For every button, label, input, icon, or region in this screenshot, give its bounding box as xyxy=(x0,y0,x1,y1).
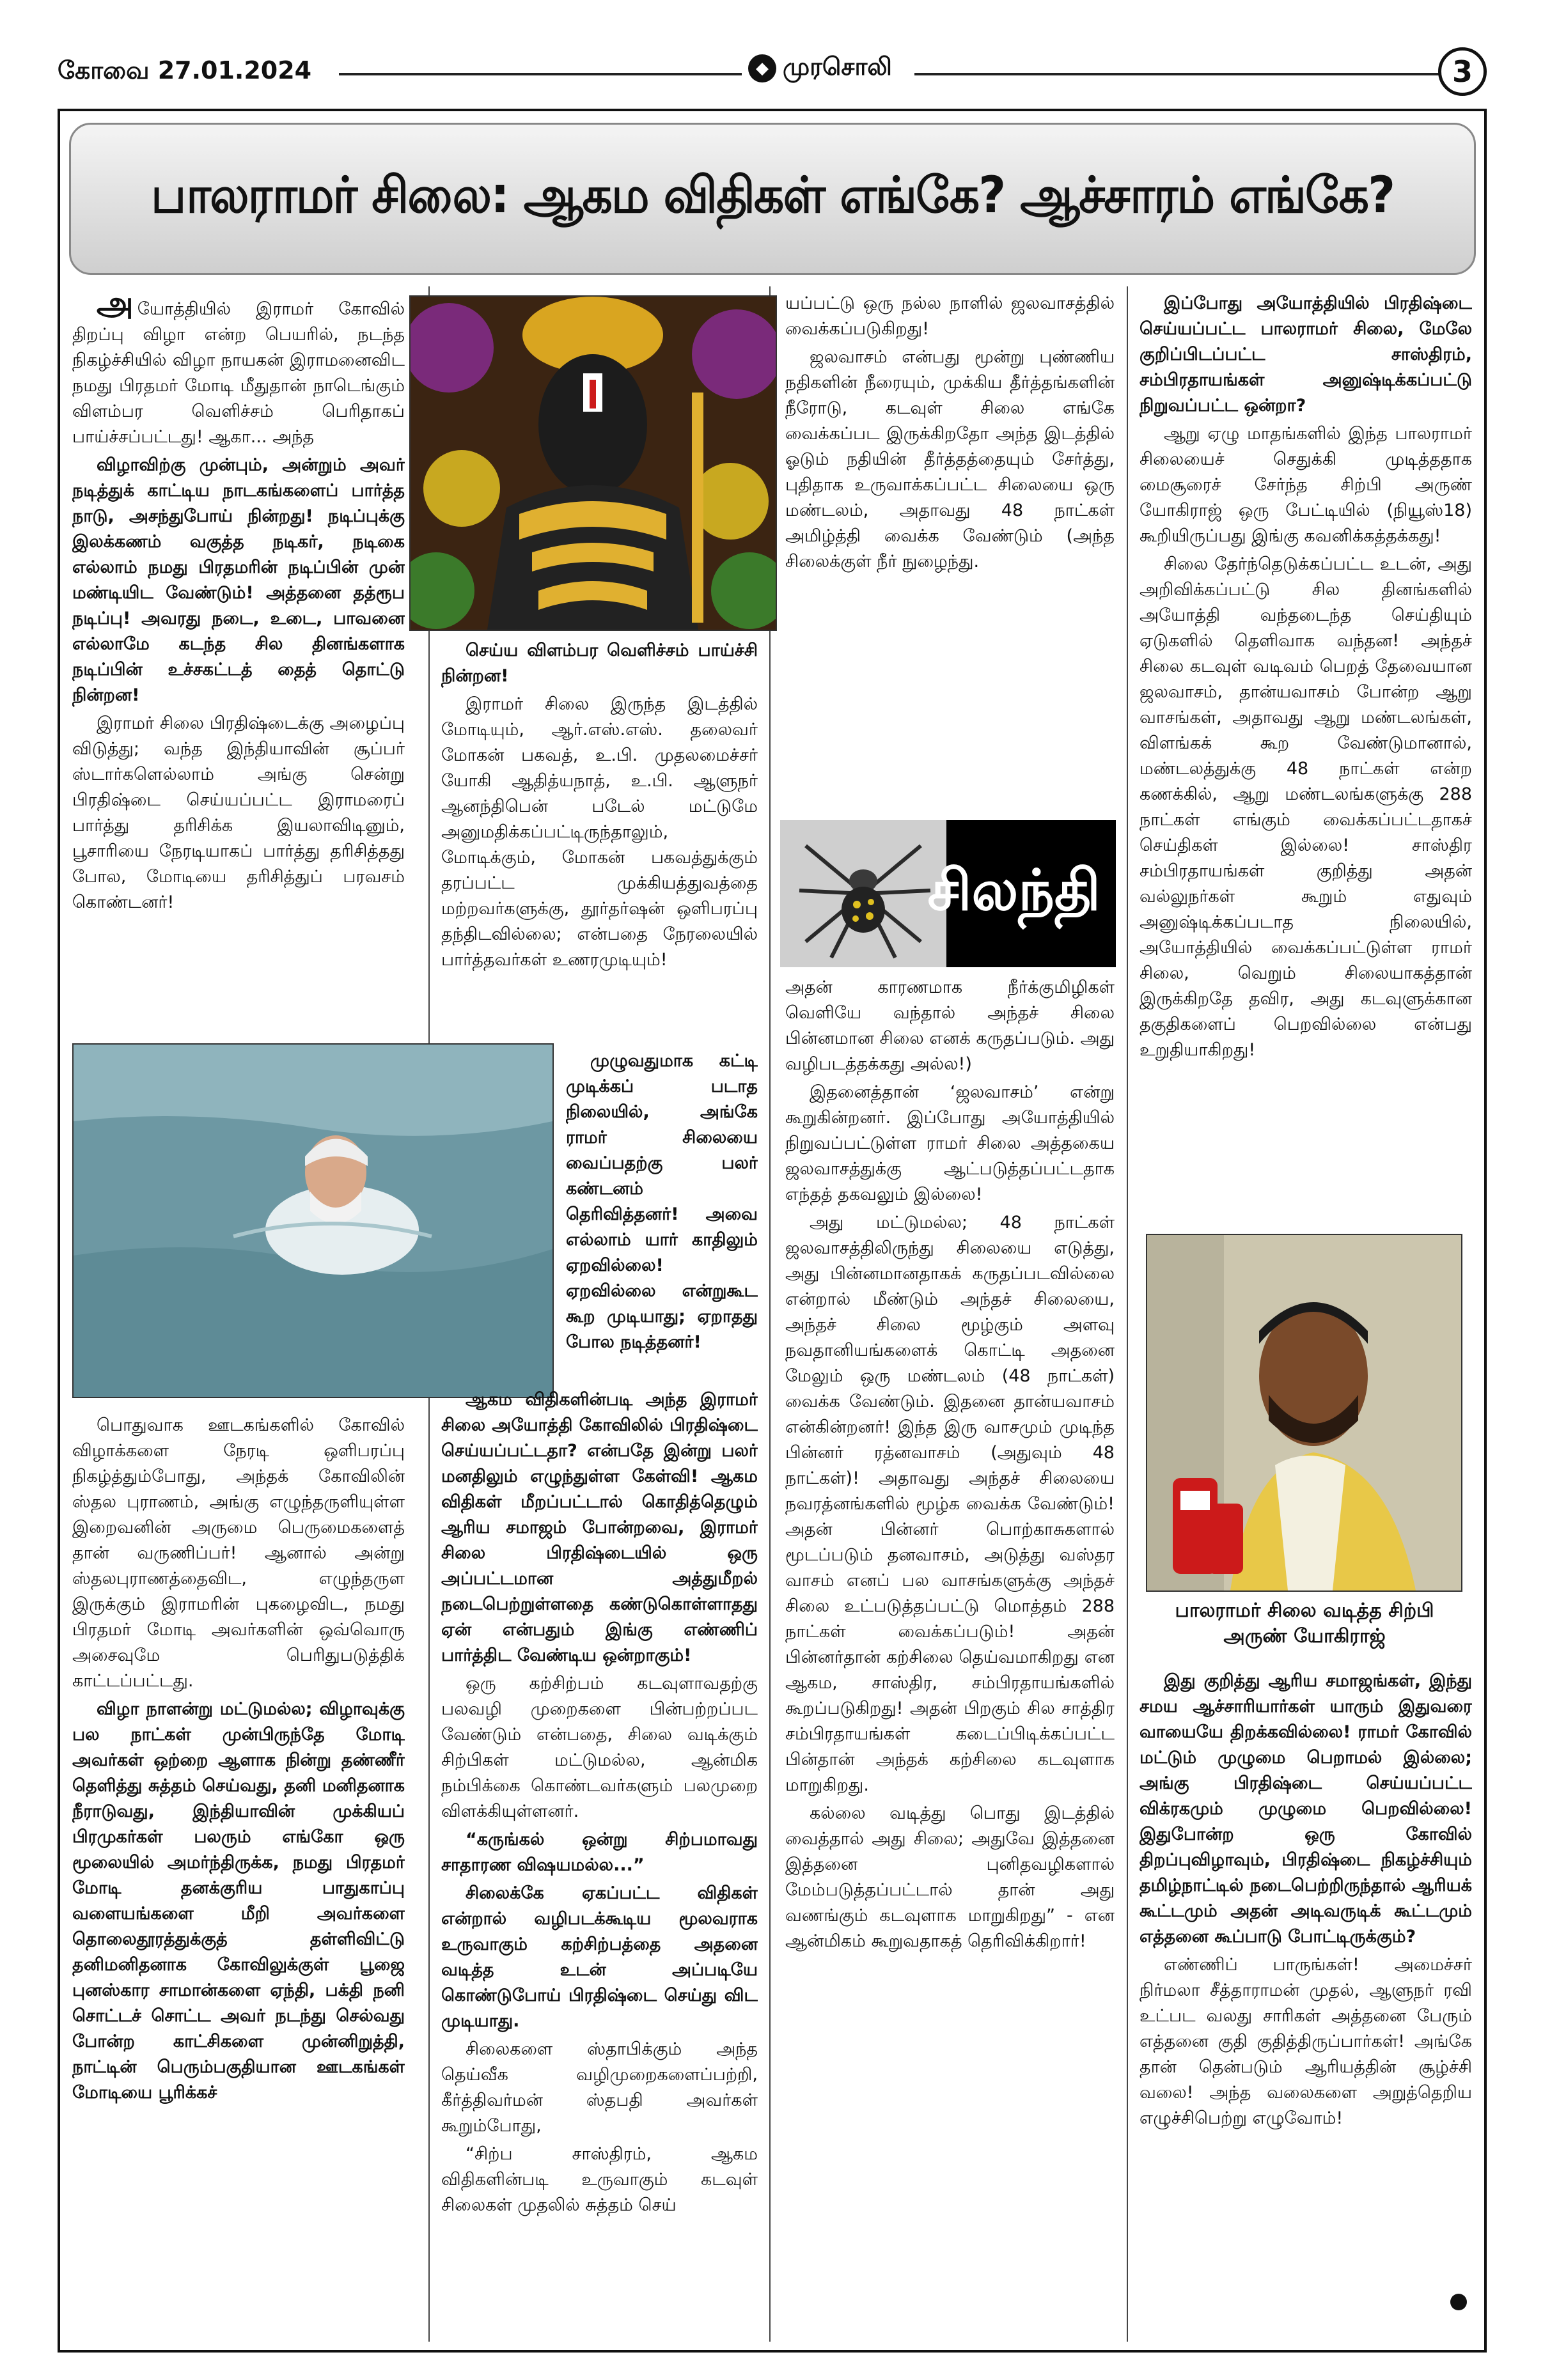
column-3-top xyxy=(785,291,1115,815)
article-paragraph: “கருங்கல் ஒன்று சிற்பமாவது சாதாரண விஷயமல்ல...” xyxy=(441,1830,758,1875)
sculptor-caption-line2: அருண் யோகிராஜ் xyxy=(1223,1625,1386,1647)
article-paragraph: விழாவிற்கு முன்பும், அன்றும் அவர் நடித்துக் காட்டிய நாடகங்களைப் பார்த்த நாடு, அசந்துபோய் நின்றது! நடிப்புக்கு இலக்கணம் வகுத்த நடிகர், நடிகை எல்லாம் நமது பிரதமரின் நடிப்பின் முன் மண்டியிட வேண்டும்! அத்தனை தத்ரூப நடிப்பு! அவரது நடை, உடை, பாவனை எல்லாமே கடந்த சில தினங்களாக நடிப்பின் உச்சகட்டத் தைத் தொட்டு நின்றன! xyxy=(72,455,405,705)
header-rule-right xyxy=(914,73,1477,75)
sculptor-caption-line1: பாலராமர் சிலை வடித்த சிற்பி xyxy=(1175,1599,1434,1622)
headline-text: பாலராமர் சிலை: ஆகம விதிகள் எங்கே? ஆச்சாரம் எங்கே? xyxy=(150,167,1395,224)
article-paragraph: ஜலவாசம் என்பது மூன்று புண்ணிய நதிகளின் நீரையும், முக்கிய தீர்த்தங்களின் நீரோடு, கடவுள் சிலை எங்கே வைக்கப்பட இருக்கிறதோ அந்த இடத்தில் ஓடும் நதியின் தீர்த்தத்தையும் சேர்த்து, புதிதாக உருவாக்கப்பட்ட சிலையை ஒரு மண்டலம், அதாவது 48 நாட்கள் அமிழ்த்தி வைக்க வேண்டும் (அந்த சிலைக்குள் நீர் நுழைந்து. xyxy=(785,347,1115,572)
article-paragraph: அது மட்டுமல்ல; 48 நாட்கள் ஜலவாசத்திலிருந்து சிலையை எடுத்து, அது பின்னமானதாகக் கருதப்படவில்லை என்றால் மீண்டும் அந்தச் சிலையை, அந்தச் சிலை மூழ்கும் அளவு நவதானியங்களைக் கொட்டி அதனை மேலும் ஒரு மண்டலம் (48 நாட்கள்) வைக்க வேண்டும். இதனை தான்யவாசம் என்கின்றனர்! இந்த இரு வாசமும் முடிந்த பின்னர் ரத்னவாசம் (அதுவும் 48 நாட்கள்)! அதாவது அந்தச் சிலையை நவரத்னங்களில் மூழ்க வைக்க வேண்டும்! அதன் பின்னர் பொற்காசுகளால் மூடப்படும் தனவாசம், அடுத்து வஸ்தர வாசம் எனப் பல வாசங்களுக்கு அந்தச் சிலை உட்படுத்தப்பட்டு மொத்தம் 288 நாட்கள் வைக்கப்படும்! அதன் பின்னர்தான் கற்சிலை தெய்வமாகிறது என ஆகம, சாஸ்திர, சம்பிரதாயங்களில் கூறப்படுகிறது! அதன் பிறகும் சில சாத்திர சம்பிரதாயங்கள் கடைப்பிடிக்கப்பட்ட பின்தான் அந்தக் கற்சிலை கடவுளாக மாறுகிறது. xyxy=(785,1213,1115,1795)
article-paragraph: பொதுவாக ஊடகங்களில் கோவில் விழாக்களை நேரடி ஒளிபரப்பு நிகழ்த்தும்போது, அந்தக் கோவிலின் ஸ்தல புராணம், அங்கு எழுந்தருளியுள்ள இறைவனின் அருமை பெருமைகளைத் தான் வருணிப்பர்! ஆனால் அன்று ஸ்தலபுராணத்தைவிட, எழுந்தருள இருக்கும் இராமரின் புகழைவிட, நமது பிரதமர் மோடி அவர்களின் ஒவ்வொரு அசைவுமே பெரிதுபடுத்திக் காட்டப்பட்டது. xyxy=(72,1415,405,1691)
article-paragraph: யப்பட்டு ஒரு நல்ல நாளில் ஜலவாசத்தில் வைக்கப்படுகிறது! xyxy=(785,293,1115,339)
sculptor-illustration xyxy=(1147,1235,1461,1591)
article-paragraph: சிலை தேர்ந்தெடுக்கப்பட்ட உடன், அது அறிவிக்கப்பட்டு சில தினங்களில் அயோத்தி வந்தடைந்த செய்தியும் ஏடுகளில் தெளிவாக வந்தன! அந்தச் சிலை கடவுள் வடிவம் பெறத் தேவையான ஜலவாசம், தான்யவாசம் போன்ற ஆறு வாசங்கள், அதாவது ஆறு மண்டலங்கள், விளங்கக் கூற வேண்டுமானால், மண்டலத்துக்கு 48 நாட்கள் என்ற கணக்கில், ஆறு மண்டலங்களுக்கு 288 நாட்கள் எங்கும் வைக்கப்பட்டதாகச் செய்திகள் இல்லை! சாஸ்திர சம்பிரதாயங்கள் குறித்து அதன் வல்லுநர்கள் கூறும் எதுவும் அனுஷ்டிக்கப்படாத நிலையில், அயோத்தியில் வைக்கப்பட்டுள்ள ராமர் சிலை, வெறும் சிலையாகத்தான் இருக்கிறதே தவிர, அது கடவுளுக்கான தகுதிகளைப் பெறவில்லை என்பது உறுதியாகிறது! xyxy=(1140,554,1472,1060)
column-4-top xyxy=(1140,291,1472,1224)
column-2-bottom xyxy=(441,1387,758,2337)
article-paragraph: இதனைத்தான் ‘ஜலவாசம்’ என்று கூறுகின்றனர். இப்போது அயோத்தியில் நிறுவப்பட்டுள்ள ராமர் சிலை அத்தகைய ஜலவாசத்துக்கு ஆட்படுத்தப்பட்டதாக எந்தத் தகவலும் இல்லை! xyxy=(785,1082,1115,1204)
column-1-bottom xyxy=(72,1413,405,2337)
column-2-top xyxy=(441,638,758,1034)
article-paragraph: இராமர் சிலை பிரதிஷ்டைக்கு அழைப்பு விடுத்து; வந்த இந்தியாவின் சூப்பர் ஸ்டார்களெல்லாம் அங்கு சென்று பிரதிஷ்டை செய்யப்பட்ட இராமரைப் பார்த்து தரிசிக்க இயலாவிடினும், பூசாரியை நேரடியாகப் பார்த்து தரிசித்தது போல, மோடியை தரிசித்துப் பரவசம் கொண்டனர்! xyxy=(72,713,405,912)
logo-icon: ◆ xyxy=(748,54,776,82)
article-paragraph: இராமர் சிலை இருந்த இடத்தில் மோடியும், ஆர்.எஸ்.எஸ். தலைவர் மோகன் பகவத், உ.பி. முதலமைச்சர் யோகி ஆதித்யநாத், உ.பி. ஆளுநர் ஆனந்திபென் படேல் மட்டுமே அனுமதிக்கப்பட்டிருந்தாலும், மோடிக்கும், மோகன் பகவத்துக்கும் தரப்பட்ட முக்கியத்துவத்தை மற்றவர்களுக்கு, தூர்தர்ஷன் ஒளிபரப்பு தந்திடவில்லை; என்பதை நேரலையில் பார்த்தவர்கள் உணரமுடியும்! xyxy=(441,694,758,970)
article-paragraph: சிலைகளை ஸ்தாபிக்கும் அந்த தெய்வீக வழிமுறைகளைப்பற்றி, கீர்த்திவர்மன் ஸ்தபதி அவர்கள் கூறும்போது, xyxy=(441,2039,758,2136)
sculptor-caption xyxy=(1138,1598,1471,1649)
article-paragraph: ஆகம விதிகளின்படி அந்த இராமர் சிலை அயோத்தி கோவிலில் பிரதிஷ்டை செய்யப்பட்டதா? என்பதே இன்று பலர் மனதிலும் எழுந்துள்ள கேள்வி! ஆகம விதிகள் மீறப்பட்டால் கொதித்தெழும் ஆரிய சமாஜம் போன்றவை, இராமர் சிலை பிரதிஷ்டையில் ஒரு அப்பட்டமான அத்துமீறல் நடைபெற்றுள்ளதை கண்டுகொள்ளாதது ஏன் என்பதும் இங்கு எண்ணிப் பார்த்திட வேண்டிய ஒன்றாகும்! xyxy=(441,1390,758,1665)
sculptor-photo xyxy=(1146,1234,1462,1592)
article-paragraph: அதன் காரணமாக நீர்க்குமிழிகள் வெளியே வந்தால் அந்தச் சிலை பின்னமான சிலை எனக் கருதப்படும். அது வழிபடத்தக்கது அல்ல!) xyxy=(785,977,1115,1074)
column-rule xyxy=(1127,286,1128,2342)
paper-name: முரசொலி xyxy=(783,52,892,81)
column-2-side xyxy=(566,1048,758,1384)
spider-icon xyxy=(780,820,946,967)
spider-box xyxy=(780,820,1116,967)
article-paragraph: சிலைக்கே ஏகப்பட்ட விதிகள் என்றால் வழிபடக்கூடிய மூலவராக உருவாகும் கற்சிற்பத்தை அதனை வடித்த உடன் அப்படியே கொண்டுபோய் பிரதிஷ்டை செய்து விட முடியாது. xyxy=(441,1883,758,2031)
page-number-badge: 3 xyxy=(1438,47,1487,96)
column-3-bottom xyxy=(785,975,1115,2337)
water-photo xyxy=(72,1043,554,1398)
paper-logo xyxy=(748,52,892,84)
water-illustration xyxy=(74,1045,552,1397)
column-1-top xyxy=(72,291,405,1039)
article-paragraph: எண்ணிப் பாருங்கள்! அமைச்சர் நிர்மலா சீத்தாராமன் முதல், ஆளுநர் ரவி உட்பட வலது சாரிகள் அத்தனை பேரும் எத்தனை குதி குதித்திருப்பார்கள்! அங்கே தான் தென்படும் ஆரியத்தின் சூழ்ச்சி வலை! அந்த வலைகளை அறுத்தெறிய எழுச்சிபெற்று எழுவோம்! xyxy=(1140,1955,1472,2128)
header-rule-left xyxy=(339,73,742,75)
headline-banner xyxy=(69,123,1476,275)
article-paragraph: ஆறு ஏழு மாதங்களில் இந்த பாலராமர் சிலையைச் செதுக்கி முடித்ததாக மைசூரைச் சேர்ந்த சிற்பி அருண் யோகிராஜ் ஒரு பேட்டியில் (நியூஸ்18) கூறியிருப்பது இங்கு கவனிக்கத்தக்கது! xyxy=(1140,424,1472,546)
article-paragraph: இப்போது அயோத்தியில் பிரதிஷ்டை செய்யப்பட்ட பாலராமர் சிலை, மேலே குறிப்பிடப்பட்ட சாஸ்திரம், சம்பிரதாயங்கள் அனுஷ்டிக்கப்பட்டு நிறுவப்பட்ட ஒன்றா? xyxy=(1140,293,1472,416)
location-date: கோவை 27.01.2024 xyxy=(58,56,312,84)
idol-illustration xyxy=(411,297,776,630)
idol-photo xyxy=(409,295,777,631)
dropcap: அ xyxy=(97,291,134,323)
article-paragraph: ஒரு கற்சிற்பம் கடவுளாவதற்கு பலவழி முறைகளை பின்பற்றப்பட வேண்டும் என்பதை, சிலை வடிக்கும் சிற்பிகள் மட்டுமல்ல, ஆன்மிக நம்பிக்கை கொண்டவர்களும் பலமுறை விளக்கியுள்ளனர். xyxy=(441,1674,758,1821)
article-paragraph: விழா நாளன்று மட்டுமல்ல; விழாவுக்கு பல நாட்கள் முன்பிருந்தே மோடி அவர்கள் ஒற்றை ஆளாக நின்று தண்ணீர் தெளித்து சுத்தம் செய்வது, தனி மனிதனாக நீராடுவது, இந்தியாவின் முக்கியப் பிரமுகர்கள் பலரும் எங்கோ ஒரு மூலையில் அமர்ந்திருக்க, நமது பிரதமர் மோடி தனக்குரிய பாதுகாப்பு வளையங்களை மீறி அவர்களை தொலைதூரத்துக்குத் தள்ளிவிட்டு தனிமனிதனாக கோவிலுக்குள் பூஜை புனஸ்கார சாமான்களை ஏந்தி, பக்தி நனி சொட்டச் சொட்ட அவர் நடந்து செல்வது போன்ற காட்சிகளை முன்னிறுத்தி, நாட்டின் பெரும்பகுதியான ஊடகங்கள் மோடியை பூரிக்கச் xyxy=(72,1699,405,2103)
page-header xyxy=(58,51,1487,102)
article-paragraph: “சிற்ப சாஸ்திரம், ஆகம விதிகளின்படி உருவாகும் கடவுள் சிலைகள் முதலில் சுத்தம் செய் xyxy=(441,2144,758,2215)
article-paragraph: அயோத்தியில் இராமர் கோவில் திறப்பு விழா என்ற பெயரில், நடந்த நிகழ்ச்சியில் விழா நாயகன் இராமனைவிட நமது பிரதமர் மோடி மீதுதான் நாடெங்கும் விளம்பர வெளிச்சம் பெரிதாகப் பாய்ச்சப்பட்டது! ஆகா... அந்த xyxy=(72,291,405,450)
column-4-bottom xyxy=(1140,1668,1472,2337)
spider-label: சிலந்தி xyxy=(927,857,1100,923)
article-end-mark xyxy=(1450,2294,1467,2310)
article-paragraph: கல்லை வடித்து பொது இடத்தில் வைத்தால் அது சிலை; அதுவே இத்தனை இத்தனை புனிதவழிகளால் மேம்படுத்தப்பட்டால் தான் அது வணங்கும் கடவுளாக மாறுகிறது” - என ஆன்மிகம் கூறுவதாகத் தெரிவிக்கிறார்! xyxy=(785,1803,1115,1951)
article-paragraph: செய்ய விளம்பர வெளிச்சம் பாய்ச்சி நின்றன! xyxy=(441,641,758,686)
article-paragraph: இது குறித்து ஆரிய சமாஜங்கள், இந்து சமய ஆச்சாரியார்கள் யாரும் இதுவரை வாயையே திறக்கவில்லை! ராமர் கோவில் மட்டும் முழுமை பெறாமல் இல்லை; அங்கு பிரதிஷ்டை செய்யப்பட்ட விக்ரகமும் முழுமை பெறவில்லை! இதுபோன்ற ஒரு கோவில் திறப்புவிழாவும், பிரதிஷ்டை நிகழ்ச்சியும் தமிழ்நாட்டில் நடைபெற்றிருந்தால் ஆரியக் கூட்டமும் அதன் அடிவருடிக் கூட்டமும் எத்தனை கூப்பாடு போட்டிருக்கும்? xyxy=(1140,1671,1472,1947)
article-paragraph: முழுவதுமாக கட்டி முடிக்கப் படாத நிலையில், அங்கே ராமர் சிலையை வைப்பதற்கு பலர் கண்டனம் தெரிவித்தனர்! அவை எல்லாம் யார் காதிலும் ஏறவில்லை! ஏறவில்லை என்றுகூட கூற முடியாது; ஏறாதது போல நடித்தனர்! xyxy=(566,1051,758,1352)
